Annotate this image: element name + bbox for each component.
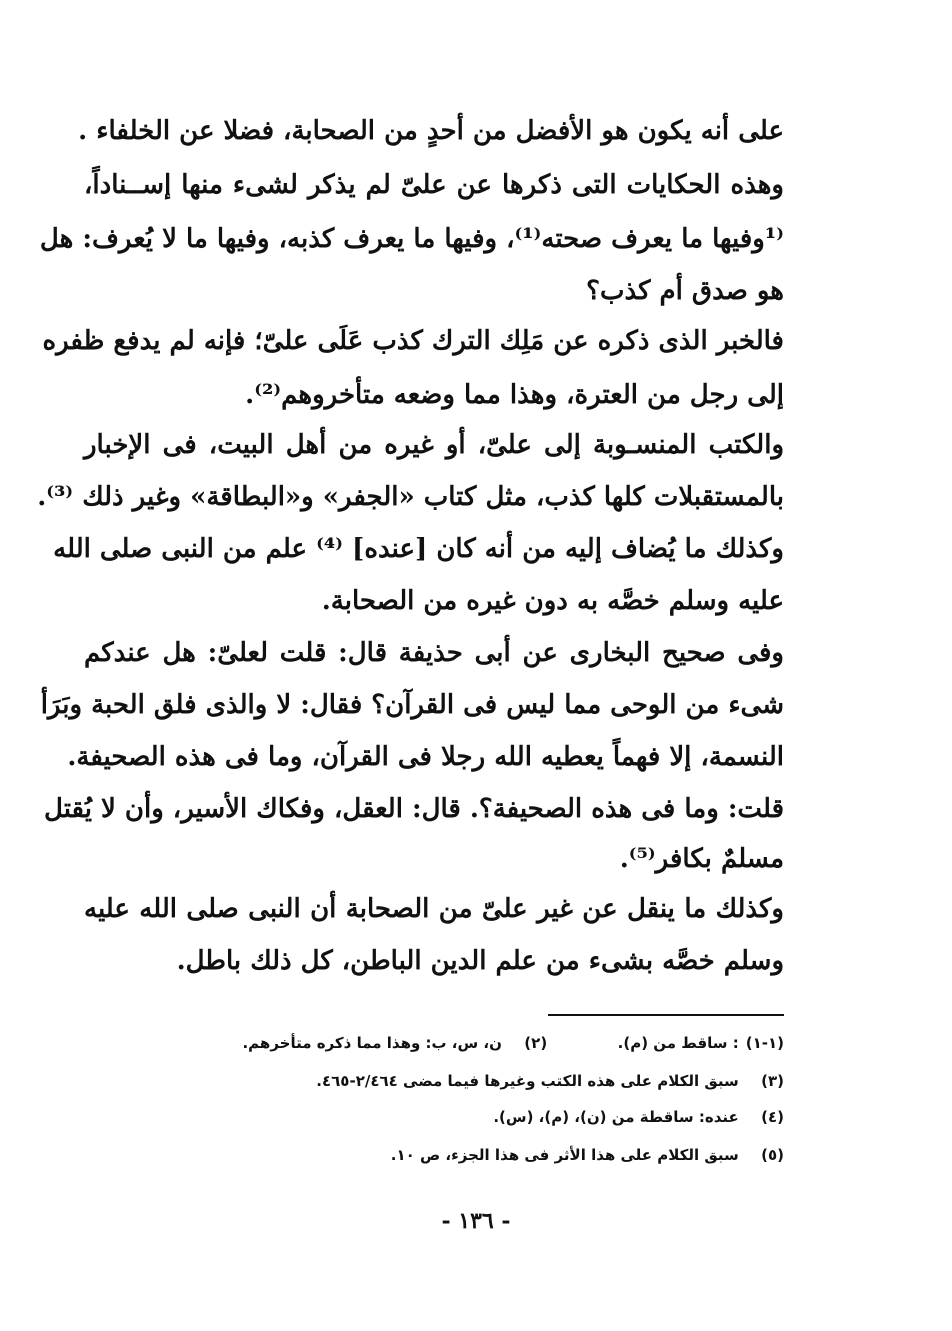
footnote-number: (٤): [761, 1108, 784, 1126]
text-line: وسلم خصَّه بشىء من علم الدين الباطن، كل ذلك باطل.: [176, 946, 784, 976]
text-line: وكذلك ما ينقل عن غير علىّ من الصحابة أن النبى صلى الله عليه: [84, 894, 784, 924]
footnote-number: (١-١): [745, 1034, 784, 1052]
text-line: وفى صحيح البخارى عن أبى حذيفة قال: قلت لعلىّ: هل عندكم: [84, 638, 784, 668]
footnote-text: عنده: ساقطة من (ن)، (م)، (س).: [493, 1108, 739, 1126]
text-line: ⁽¹وفيها ما يعرف صحته⁽¹⁾، وفيها ما يعرف كذبه، وفيها ما لا يُعرف: هل: [39, 224, 784, 254]
footnote-text: سبق الكلام على هذه الكتب وغيرها فيما مضى ٢/٤٦٤-٤٦٥.: [316, 1072, 739, 1090]
footnote-number: (٢): [524, 1034, 548, 1052]
footnote-line: [84, 1026, 784, 1060]
text-line: وكذلك ما يُضاف إليه من أنه كان [عنده] ⁽⁴⁾ علم من النبى صلى الله: [53, 534, 784, 564]
text-line: فالخبر الذى ذكره عن مَلِك الترك كذب عَلَى علىّ؛ فإنه لم يدفع ظفره: [42, 326, 784, 356]
text-line: إلى رجل من العترة، وهذا مما وضعه متأخروهم⁽²⁾.: [245, 380, 784, 410]
footnote-line: [84, 1100, 784, 1134]
text-line: مسلمٌ بكافر⁽⁵⁾.: [619, 844, 784, 874]
footnote-separator: [548, 1014, 784, 1016]
text-line: على أنه يكون هو الأفضل من أحدٍ من الصحابة، فضلا عن الخلفاء .: [78, 116, 784, 146]
text-line: قلت: وما فى هذه الصحيفة؟. قال: العقل، وفكاك الأسير، وأن لا يُقتل: [44, 794, 784, 824]
text-line: عليه وسلم خصَّه به دون غيره من الصحابة.: [321, 586, 784, 616]
text-line: هو صدق أم كذب؟: [586, 276, 784, 306]
page-number: - ١٣٦ -: [441, 1208, 511, 1234]
text-line: وهذه الحكايات التى ذكرها عن علىّ لم يذكر لشىء منها إســناداً،: [84, 170, 784, 200]
footnote-number: (٣): [761, 1072, 784, 1090]
footnote-text: ن، س، ب: وهذا مما ذكره متأخرهم.: [242, 1034, 502, 1052]
text-line: شىء من الوحى مما ليس فى القرآن؟ فقال: لا والذى فلق الحبة وبَرَأ: [40, 690, 784, 720]
footnote-text: سبق الكلام على هذا الأثر فى هذا الجزء، ص ١٠.: [390, 1146, 739, 1164]
footnote-line: [84, 1138, 784, 1172]
footnote-line: [84, 1064, 784, 1098]
text-line: والكتب المنسـوبة إلى علىّ، أو غيره من أهل البيت، فى الإخبار: [84, 430, 784, 460]
text-line: النسمة، إلا فهماً يعطيه الله رجلا فى القرآن، وما فى هذه الصحيفة.: [67, 742, 784, 772]
footnote-number: (٥): [761, 1146, 784, 1164]
text-line: بالمستقبلات كلها كذب، مثل كتاب «الجفر» و«البطاقة» وغير ذلك ⁽³⁾.: [37, 482, 784, 512]
footnote-text: : ساقط من (م).: [617, 1034, 739, 1052]
